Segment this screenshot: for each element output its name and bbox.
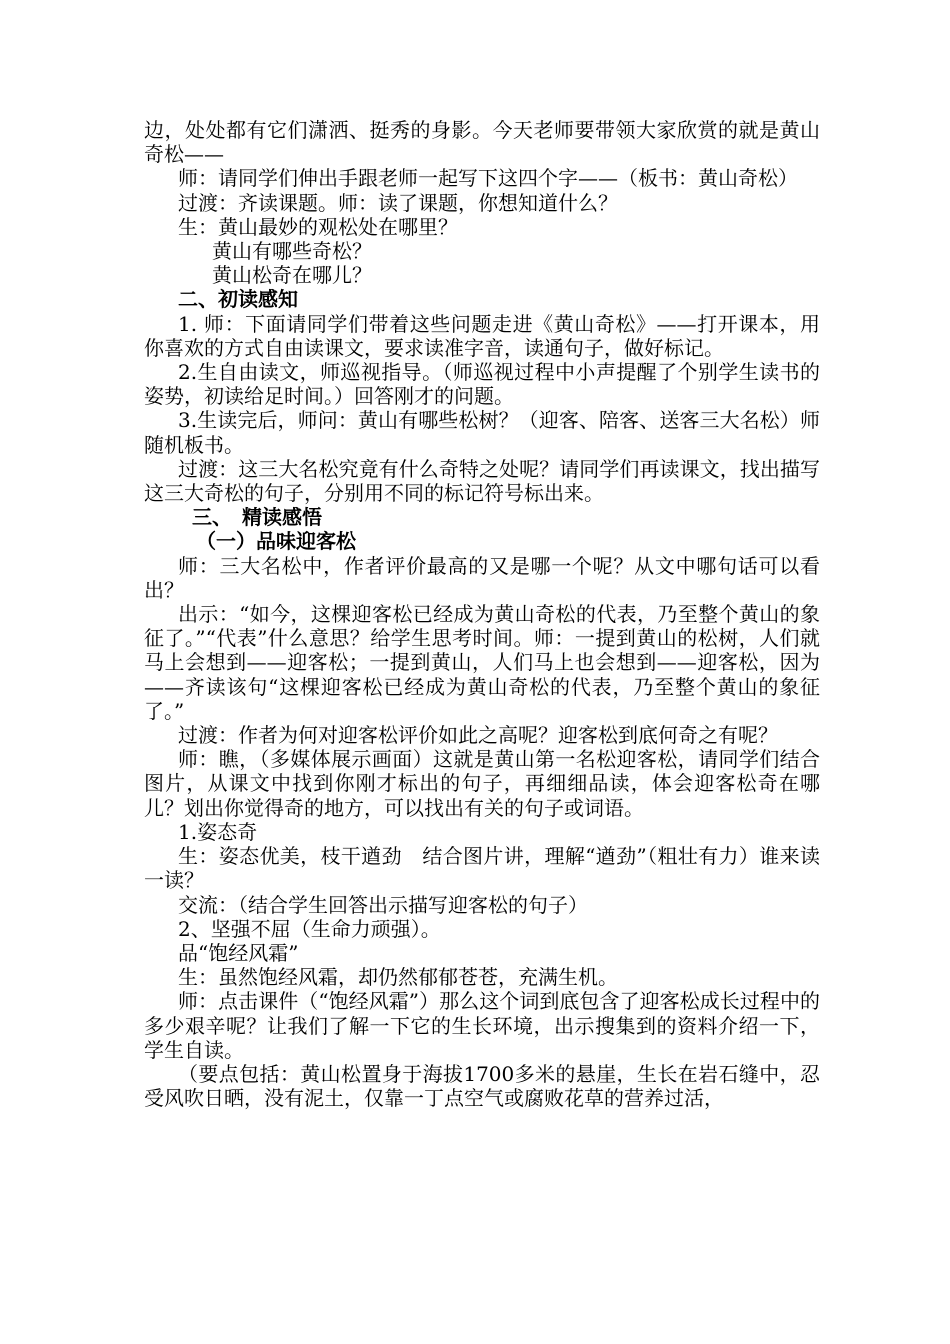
section-heading: 二、初读感知 xyxy=(178,287,298,312)
paragraph: 师：请同学们伸出手跟老师一起写下这四个字——（板书：黄山奇松） xyxy=(178,166,798,191)
paragraph: 2、坚强不屈（生命力顽强）。 xyxy=(178,916,441,941)
paragraph: 生：姿态优美，枝干遒劲 结合图片讲，理解“遒劲”（粗壮有力）谁来读一读？ xyxy=(144,844,820,893)
subsection-heading: （一）品味迎客松 xyxy=(196,529,356,554)
paragraph: 1. 师：下面请同学们带着这些问题走进《黄山奇松》——打开课本，用你喜欢的方式自由读课文，要求读准字音，读通句子，做好标记。 xyxy=(144,311,820,360)
paragraph: 边，处处都有它们潇洒、挺秀的身影。今天老师要带领大家欣赏的就是黄山奇松—— xyxy=(144,118,820,167)
paragraph: 黄山有哪些奇松？ xyxy=(212,239,372,264)
paragraph: 1.姿态奇 xyxy=(178,819,258,844)
paragraph: 师：三大名松中，作者评价最高的又是哪一个呢？从文中哪句话可以看出？ xyxy=(144,553,820,602)
paragraph: 生：黄山最妙的观松处在哪里？ xyxy=(178,214,458,239)
section-heading: 三、 精读感悟 xyxy=(192,505,322,530)
paragraph: 3.生读完后，师问：黄山有哪些松树？（迎客、陪客、送客三大名松）师随机板书。 xyxy=(144,408,820,457)
paragraph: 过渡：作者为何对迎客松评价如此之高呢？迎客松到底何奇之有呢？ xyxy=(178,723,778,748)
document-page xyxy=(144,118,820,1110)
paragraph: 出示：“如今，这棵迎客松已经成为黄山奇松的代表，乃至整个黄山的象征了。”“代表”什么意思？给学生思考时间。师：一提到黄山的松树，人们就马上会想到——迎客松；一提到黄山，人们马上也会想到——迎客松，因为——齐读该句“这棵迎客松已经成为黄山奇松的代表，乃至整个黄山的象征了。” xyxy=(144,602,820,723)
paragraph: 品“饱经风霜” xyxy=(178,940,299,965)
paragraph: 师：点击课件（“饱经风霜”）那么这个词到底包含了迎客松成长过程中的多少艰辛呢？让我们了解一下它的生长环境，出示搜集到的资料介绍一下，学生自读。 xyxy=(144,989,820,1062)
paragraph: 师：瞧，（多媒体展示画面）这就是黄山第一名松迎客松，请同学们结合图片，从课文中找到你刚才标出的句子，再细细品读，体会迎客松奇在哪儿？划出你觉得奇的地方，可以找出有关的句子或词语。 xyxy=(144,747,820,820)
paragraph: （要点包括：黄山松置身于海拔1700多米的悬崖，生长在岩石缝中，忍受风吹日晒，没有泥土，仅靠一丁点空气或腐败花草的营养过活， xyxy=(144,1061,820,1111)
paragraph: 过渡：这三大名松究竟有什么奇特之处呢？请同学们再读课文，找出描写这三大奇松的句子，分别用不同的标记符号标出来。 xyxy=(144,456,820,506)
paragraph: 生：虽然饱经风霜，却仍然郁郁苍苍，充满生机。 xyxy=(178,965,618,990)
paragraph: 黄山松奇在哪儿？ xyxy=(212,263,372,288)
paragraph: 交流：（结合学生回答出示描写迎客松的句子） xyxy=(178,892,588,917)
paragraph: 2.生自由读文，师巡视指导。（师巡视过程中小声提醒了个别学生读书的姿势，初读给足时间。）回答刚才的问题。 xyxy=(144,360,820,409)
paragraph: 过渡：齐读课题。师：读了课题，你想知道什么？ xyxy=(178,190,618,215)
